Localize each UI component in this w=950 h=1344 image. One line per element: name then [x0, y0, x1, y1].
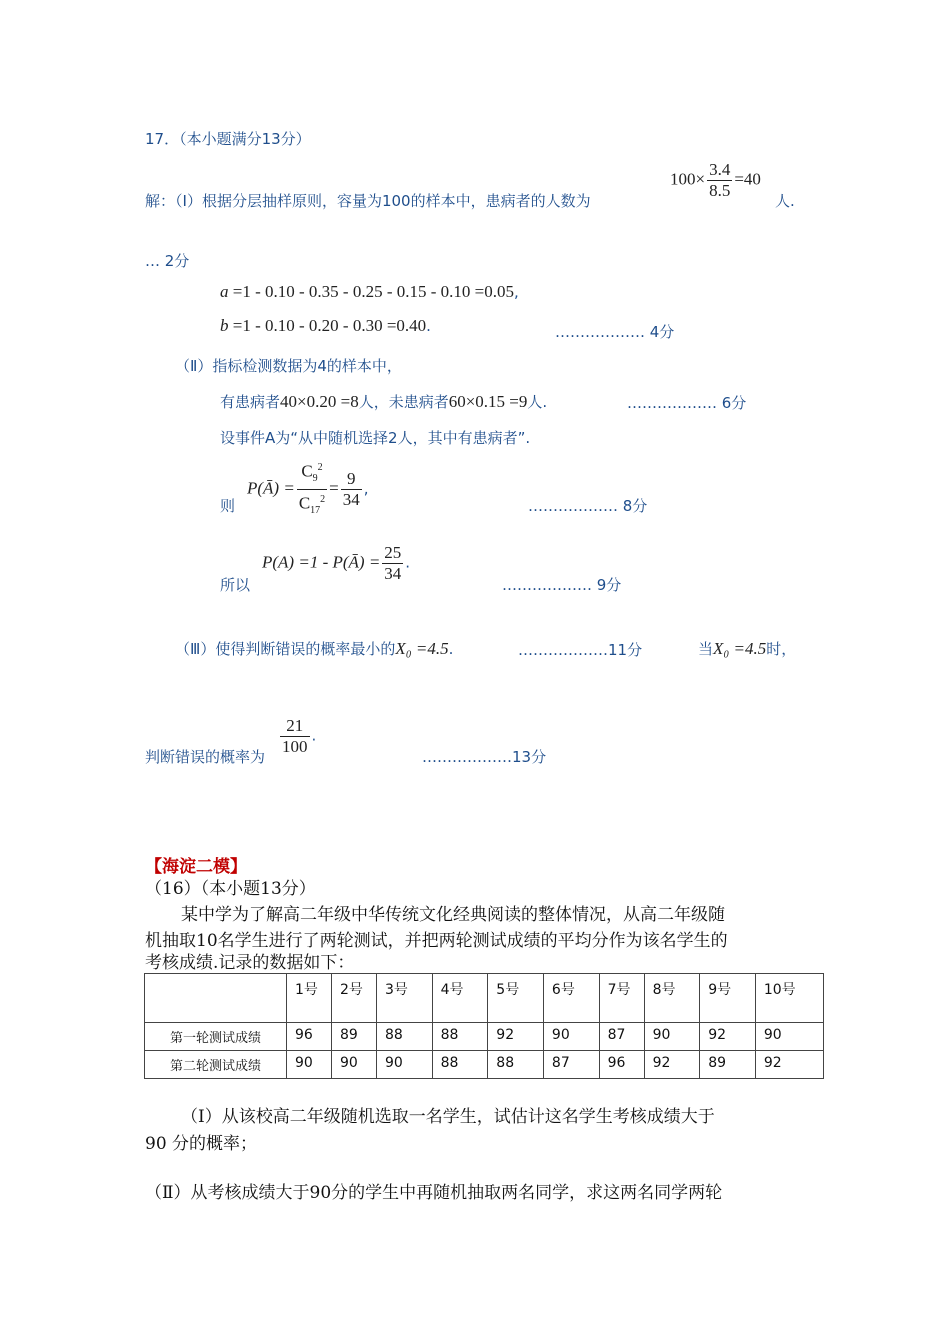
pbar-denominator: 34: [342, 490, 360, 510]
q1-line-1: （Ⅰ）从该校高二年级随机选取一名学生，试估计这名学生考核成绩大于: [181, 1107, 715, 1127]
part1-formula: [670, 160, 761, 201]
table-cell: 92: [755, 1051, 823, 1079]
score-table: [144, 973, 824, 1079]
table-header-cell: 9号: [700, 974, 756, 1023]
q2-line-1: （Ⅱ）从考核成绩大于90分的学生中再随机抽取两名同学，求这两名同学两轮: [145, 1183, 723, 1203]
x0-expression: X₀ =4.5: [395, 639, 449, 658]
table-cell: 89: [700, 1051, 756, 1079]
score-2: … 2分: [145, 252, 190, 270]
score-11: ………………11分: [518, 641, 643, 659]
part3-line: [175, 638, 453, 659]
so-label: 所以: [220, 576, 251, 594]
part1-unit: 人.: [775, 192, 795, 210]
error-punct: .: [311, 726, 317, 745]
event-definition: 设事件A为“从中随机选择2人，其中有患病者”.: [220, 429, 531, 447]
comb-num-sub: 9: [312, 473, 318, 485]
score-4: ……………… 4分: [555, 323, 675, 341]
pbar-fraction: [341, 469, 362, 510]
q17-title: 17．（本小题满分13分）: [145, 130, 311, 148]
table-header-row: [145, 974, 824, 1023]
part1-expr-post: =40: [734, 169, 761, 189]
comb-num-sup: 2: [317, 462, 323, 473]
part3-text: （Ⅲ）使得判断错误的概率最小的: [175, 640, 396, 658]
table-header-cell: [145, 974, 287, 1023]
pa-numerator: 25: [384, 543, 402, 562]
table-header-cell: 10号: [755, 974, 823, 1023]
table-cell: 90: [644, 1023, 700, 1051]
comb-den-c: C: [298, 493, 311, 513]
a-punct: ,: [513, 283, 519, 301]
table-cell: 87: [599, 1023, 644, 1051]
table-header-cell: 8号: [644, 974, 700, 1023]
pbar-punct: ,: [363, 479, 369, 498]
error-prob-formula: [278, 716, 316, 757]
table-cell: 87: [543, 1051, 599, 1079]
part2-expr1: 40×0.20 =8: [280, 392, 359, 411]
comb-den-sup: 2: [320, 494, 326, 506]
table-cell: 96: [599, 1051, 644, 1079]
comb-denominator: [297, 490, 327, 521]
part1-numerator: 3.4: [709, 160, 731, 179]
b-expression: =1 - 0.10 - 0.20 - 0.30 =0.40: [232, 316, 427, 335]
part1-text: （Ⅰ）根据分层抽样原则，容量为100的样本中，患病者的人数为: [175, 192, 591, 210]
q16-title: （16）（本小题13分）: [145, 879, 316, 899]
pa-denominator: 34: [384, 564, 402, 583]
error-fraction: [280, 716, 310, 757]
part2-line2: [220, 391, 547, 412]
table-cell: 89: [332, 1023, 377, 1051]
x0-expression-2: X₀ =4.5: [713, 639, 767, 658]
score-6: ……………… 6分: [627, 394, 747, 412]
when-line: [698, 638, 796, 659]
row-label: 第一轮测试成绩: [145, 1023, 287, 1051]
part2-text-a: 有患病者: [220, 393, 281, 411]
table-row: [145, 1023, 824, 1051]
b-equation: [220, 316, 431, 336]
part1-fraction: [707, 160, 732, 201]
table-cell: 92: [700, 1023, 756, 1051]
then-label: 则: [220, 497, 236, 515]
table-header-cell: 2号: [332, 974, 377, 1023]
q1-line-2: 90 分的概率；: [145, 1134, 258, 1154]
when-label: 当: [698, 640, 714, 658]
row-label: 第二轮测试成绩: [145, 1051, 287, 1079]
table-header-cell: 1号: [287, 974, 332, 1023]
pa-lhs: P(A) =1 - P(Ā) =: [262, 552, 381, 572]
para-line-1: 某中学为了解高二年级中华传统文化经典阅读的整体情况，从高二年级随: [181, 905, 725, 925]
error-prob-text: 判断错误的概率为: [145, 748, 266, 766]
part1-denominator: 8.5: [709, 181, 731, 200]
table-cell: 88: [432, 1023, 488, 1051]
error-denominator: 100: [282, 737, 308, 756]
part2-text: （Ⅱ）指标检测数据为4的样本中，: [175, 357, 402, 375]
comb-num-c: C: [301, 461, 313, 481]
table-row: [145, 1051, 824, 1079]
table-header-cell: 7号: [599, 974, 644, 1023]
table-cell: 90: [287, 1051, 332, 1079]
pbar-formula: [247, 458, 369, 521]
score-9: ……………… 9分: [502, 576, 622, 594]
b-punct: .: [426, 317, 431, 335]
table-cell: 90: [332, 1051, 377, 1079]
table-cell: 88: [377, 1023, 433, 1051]
part2-text-b: 人，未患病者: [358, 393, 449, 411]
table-cell: 92: [644, 1051, 700, 1079]
para-line-2: 机抽取10名学生进行了两轮测试，并把两轮测试成绩的平均分作为该名学生的: [145, 931, 728, 951]
comb-numerator: [297, 458, 327, 490]
pbar-eq: =: [329, 478, 339, 498]
table-cell: 88: [488, 1051, 544, 1079]
table-header-cell: 3号: [377, 974, 433, 1023]
part2-text-c: 人.: [527, 393, 548, 411]
pbar-lhs: P(Ā) =: [247, 478, 295, 498]
when-tail: 时，: [766, 640, 797, 658]
pa-fraction: [382, 543, 403, 584]
table-cell: 88: [432, 1051, 488, 1079]
comb-den-sub: 17: [310, 505, 321, 517]
a-variable: a: [220, 282, 229, 301]
b-variable: b: [220, 316, 229, 335]
table-cell: 90: [755, 1023, 823, 1051]
part1-expr-pre: 100×: [670, 169, 706, 189]
table-header-cell: 4号: [432, 974, 488, 1023]
table-cell: 90: [543, 1023, 599, 1051]
pbar-numerator: 9: [341, 469, 362, 490]
error-numerator: 21: [280, 716, 310, 737]
score-13: ………………13分: [422, 748, 547, 766]
score-8: ……………… 8分: [528, 497, 648, 515]
pa-formula: [262, 543, 410, 584]
part1-line: [145, 190, 591, 211]
part2-expr2: 60×0.15 =9: [448, 392, 528, 411]
solution-label: 解：: [145, 192, 176, 210]
table-cell: 96: [287, 1023, 332, 1051]
comb-fraction: [297, 458, 327, 521]
a-equation: [220, 282, 519, 302]
para-line-3: 考核成绩.记录的数据如下：: [145, 953, 355, 973]
a-expression: =1 - 0.10 - 0.35 - 0.25 - 0.15 - 0.10 =0.05: [232, 282, 514, 301]
table-header-cell: 6号: [543, 974, 599, 1023]
table-header-cell: 5号: [488, 974, 544, 1023]
table-cell: 92: [488, 1023, 544, 1051]
table-cell: 90: [377, 1051, 433, 1079]
x0-punct: .: [448, 640, 454, 658]
haidian-tag: 【海淀二模】: [145, 857, 247, 877]
pa-punct: .: [405, 553, 411, 572]
